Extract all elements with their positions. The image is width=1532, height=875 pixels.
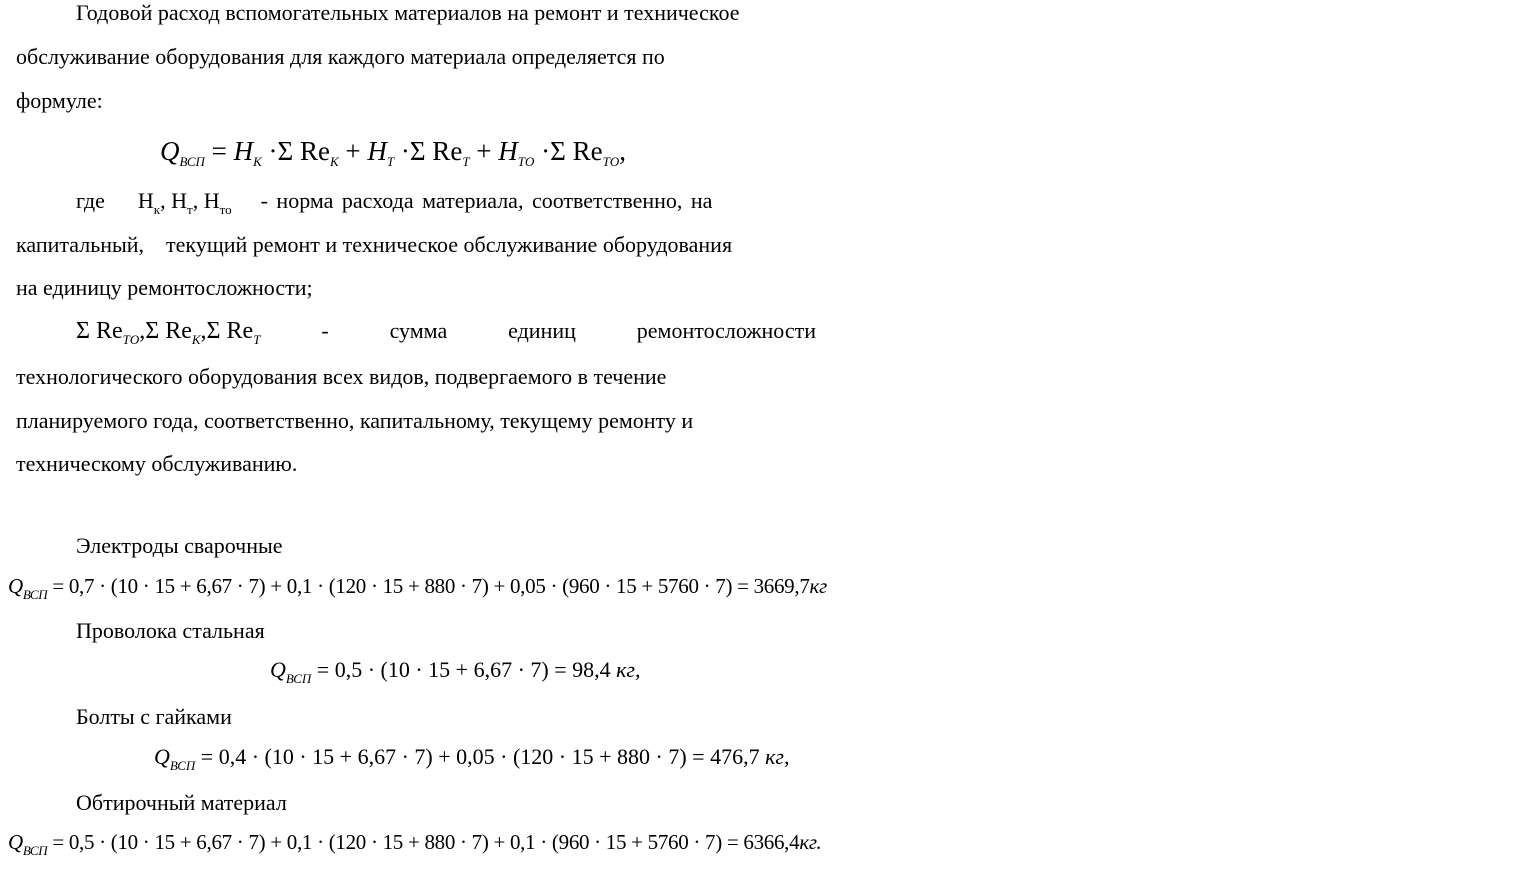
norm-t: Н — [171, 188, 187, 213]
material-4-q-sub: ВСП — [22, 843, 48, 858]
formula-comma: , — [619, 136, 626, 166]
material-3-unit: кг, — [765, 744, 790, 769]
sum-re-t-sub: Т — [253, 332, 261, 347]
material-1-expr: = 0,7 · (10 · 15 + 6,67 · 7) + 0,1 · (120 · 15 + 880 · 7) + 0,05 · (960 · 15 + 5760 · 7) = 3669,7 — [52, 574, 810, 598]
formula-hk-sub: К — [253, 154, 262, 169]
formula-sum-3-sub: ТО — [602, 154, 620, 169]
norm-to-sub: то — [219, 202, 232, 217]
material-4-unit: кг. — [799, 830, 822, 854]
material-formula-2 — [270, 657, 641, 686]
material-2-q-sub: ВСП — [285, 671, 312, 686]
material-1-unit: кг — [809, 574, 827, 598]
sum-word-2: единиц — [508, 318, 576, 343]
sum-definition-line-1 — [76, 318, 816, 345]
sum-re-k: Σ Re — [145, 318, 192, 344]
material-1-q: Q — [8, 574, 23, 598]
formula-sum-2: Σ Re — [409, 136, 463, 166]
sum-re-to-sub: ТО — [122, 332, 140, 347]
formula-hk: H — [233, 136, 254, 166]
where-line-3: на единицу ремонтосложности; — [16, 275, 313, 300]
material-4-q: Q — [8, 830, 23, 854]
material-heading-2: Проволока стальная — [76, 618, 265, 643]
sum-re-t: Σ Re — [206, 318, 254, 344]
where-text: - норма расхода материала, соответственно, на — [260, 188, 713, 213]
intro-line-1: Годовой расход вспомогательных материалов на ремонт и техническое — [76, 0, 740, 25]
intro-line-3: формуле: — [16, 88, 103, 113]
where-line-1: где $Н_к$, $Н_т$, $Н_{то}$ - норма расхода материала, соответственно, на — [76, 188, 713, 217]
material-2-expr: = 0,5 · (10 · 15 + 6,67 · 7) = 98,4 — [316, 657, 611, 682]
sum-re-to: Σ Re — [76, 318, 123, 344]
material-3-q-sub: ВСП — [169, 758, 196, 773]
where-line-2: капитальный, текущий ремонт и техническое обслуживание оборудования — [16, 232, 733, 257]
material-4-expr: = 0,5 · (10 · 15 + 6,67 · 7) + 0,1 · (120 · 15 + 880 · 7) + 0,1 · (960 · 15 + 5760 · 7) = 6366,4 — [52, 830, 800, 854]
material-heading-4: Обтирочный материал — [76, 790, 287, 815]
norm-k: Н — [137, 188, 154, 213]
material-heading-1: Электроды сварочные — [76, 533, 283, 558]
material-2-unit: кг, — [616, 657, 641, 682]
material-1-q-sub: ВСП — [22, 587, 48, 602]
sum-word-1: сумма — [389, 318, 448, 343]
material-formula-1 — [8, 574, 827, 602]
material-3-q: Q — [154, 744, 170, 769]
sum-definition-line-3: планируемого года, соответственно, капитальному, текущему ремонту и — [16, 408, 694, 433]
main-formula — [160, 136, 626, 167]
formula-ht: H — [367, 136, 387, 166]
formula-dot-1: · — [268, 136, 278, 166]
sum-dash: - — [321, 318, 329, 343]
norm-to: Н — [203, 188, 220, 213]
formula-eq: = — [211, 136, 227, 166]
formula-sum-3: Σ Re — [550, 136, 603, 166]
material-3-expr: = 0,4 · (10 · 15 + 6,67 · 7) + 0,05 · (120 · 15 + 880 · 7) = 476,7 — [200, 744, 760, 769]
formula-dot-2: · — [400, 136, 410, 166]
material-formula-3 — [154, 744, 790, 773]
norm-k-sub: к — [153, 202, 161, 217]
formula-q-sub: ВСП — [179, 154, 205, 169]
sum-re-k-sub: К — [191, 332, 201, 347]
material-heading-3: Болты с гайками — [76, 704, 232, 729]
sum-symbols: Σ $Re_{ТО},\Sigma$ $Re_К,\Sigma$ $Re_Т$ — [76, 318, 261, 347]
material-2-q: Q — [270, 657, 286, 682]
formula-hto: H — [498, 136, 518, 166]
formula-dot-3: · — [541, 136, 551, 166]
formula-q: Q — [160, 136, 180, 166]
sum-definition-line-4: техническому обслуживанию. — [16, 451, 298, 476]
formula-sum-2-sub: Т — [462, 154, 470, 169]
norm-t-sub: т — [187, 202, 193, 217]
where-prefix: где — [76, 188, 105, 213]
formula-ht-sub: Т — [386, 154, 395, 169]
formula-hto-sub: ТО — [517, 154, 535, 169]
sum-word-3: ремонтосложности — [636, 318, 816, 343]
sum-definition-line-2: технологического оборудования всех видов, подвергаемого в течение — [16, 364, 667, 389]
formula-sum-1: Σ Re — [277, 136, 330, 166]
formula-plus-2: + — [476, 136, 492, 166]
intro-line-2: обслуживание оборудования для каждого материала определяется по — [16, 44, 665, 69]
formula-sum-1-sub: К — [329, 154, 339, 169]
formula-plus-1: + — [345, 136, 361, 166]
material-formula-4 — [8, 830, 822, 858]
